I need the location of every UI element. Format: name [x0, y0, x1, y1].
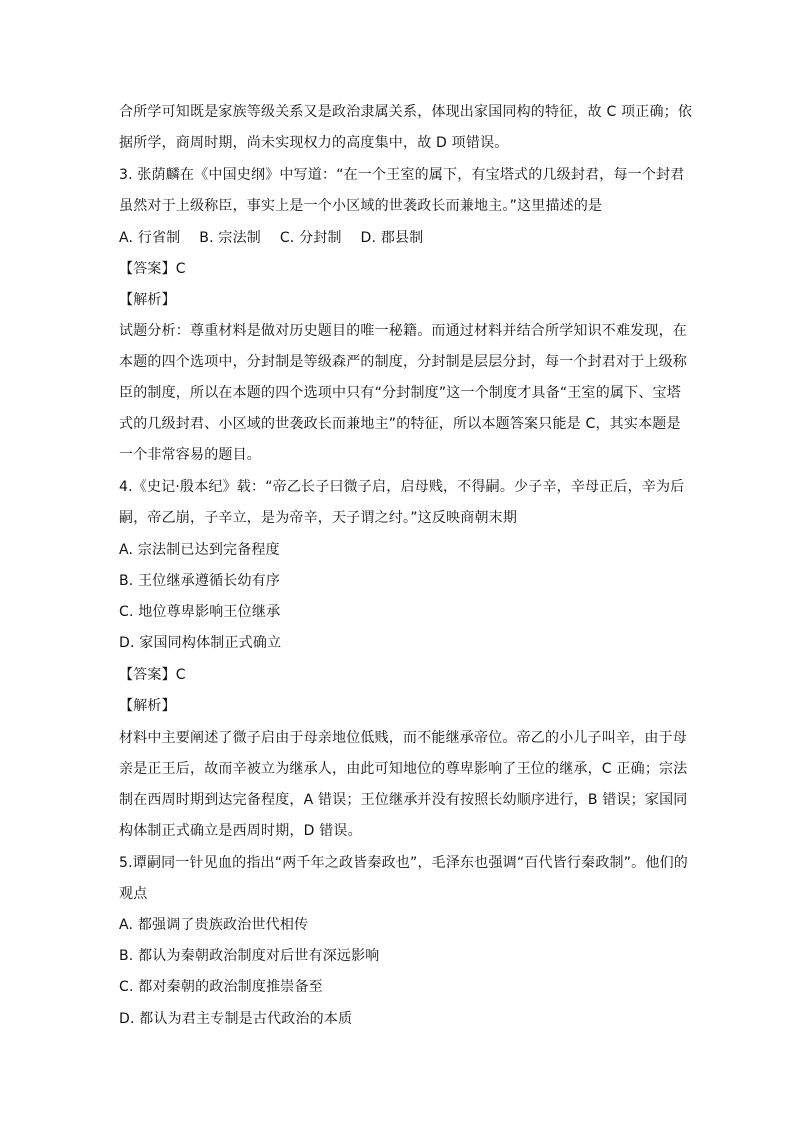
option-b: B. 都认为秦朝政治制度对后世有深远影响: [119, 948, 380, 964]
text-line: 材料中主要阐述了微子启由于母亲地位低贱，而不能继承帝位。帝乙的小儿子叫辛，由于母: [119, 730, 687, 746]
text-line: 观点: [119, 886, 148, 902]
option-a: A. 都强调了贵族政治世代相传: [119, 917, 309, 933]
text-line: 臣的制度，所以在本题的四个选项中只有“分封制度”这一个制度才具备“王室的属下、宝塔: [119, 385, 681, 401]
text-line: 式的几级封君、小区域的世袭政长而兼地主”的特征，所以本题答案只能是 C，其实本题是: [119, 416, 681, 432]
option-d: D. 家国同构体制正式确立: [119, 635, 282, 651]
option-b: B. 王位继承遵循长幼有序: [119, 573, 281, 589]
text-line: 制在西周时期到达完备程度，A 错误；王位继承并没有按照长幼顺序进行，B 错误；家国同: [119, 792, 688, 808]
question-5-stem: 5.谭嗣同一针见血的指出“两千年之政皆秦政也”，毛泽东也强调“百代皆行秦政制”。他们的: [119, 855, 688, 871]
question-3-stem: 3. 张荫麟在《中国史纲》中写道：“在一个王室的属下，有宝塔式的几级封君，每一个封君: [119, 167, 685, 183]
text-line: 据所学，商周时期，尚未实现权力的高度集中，故 D 项错误。: [119, 135, 509, 151]
text-line: 一个非常容易的题目。: [119, 447, 261, 463]
text-line: 嗣，帝乙崩，子辛立，是为帝辛，天子谓之纣。”这反映商朝末期: [119, 510, 518, 526]
text-line: 合所学可知既是家族等级关系又是政治隶属关系，体现出家国同构的特征，故 C 项正确；依: [119, 104, 693, 120]
option-a: A. 宗法制已达到完备程度: [119, 542, 280, 558]
analysis-label: 【解析】: [119, 292, 176, 308]
answer-label: 【答案】C: [119, 261, 186, 277]
text-line: 亲是正王后，故而辛被立为继承人，由此可知地位的尊卑影响了王位的继承，C 正确；宗法: [119, 761, 688, 777]
option-c: C. 地位尊卑影响王位继承: [119, 604, 281, 620]
text-line: 试题分析：尊重材料是做对历史题目的唯一秘籍。而通过材料并结合所学知识不难发现，在: [119, 323, 687, 339]
answer-label: 【答案】C: [119, 667, 186, 683]
option-c: C. 都对秦朝的政治制度推崇备至: [119, 979, 323, 995]
text-line: 构体制正式确立是西周时期，D 错误。: [119, 823, 362, 839]
option-d: D. 都认为君主专制是古代政治的本质: [119, 1011, 353, 1027]
text-line: 本题的四个选项中，分封制是等级森严的制度，分封制是层层分封，每一个封君对于上级称: [119, 354, 687, 370]
question-4-stem: 4.《史记·殷本纪》载：“帝乙长子曰微子启，启母贱，不得嗣。少子辛，辛母正后，辛为后: [119, 479, 685, 495]
text-line: 虽然对于上级称臣，事实上是一个小区域的世袭政长而兼地主。”这里描述的是: [119, 198, 603, 214]
question-3-options: A. 行省制 B. 宗法制 C. 分封制 D. 郡县制: [119, 230, 424, 246]
analysis-label: 【解析】: [119, 698, 176, 714]
